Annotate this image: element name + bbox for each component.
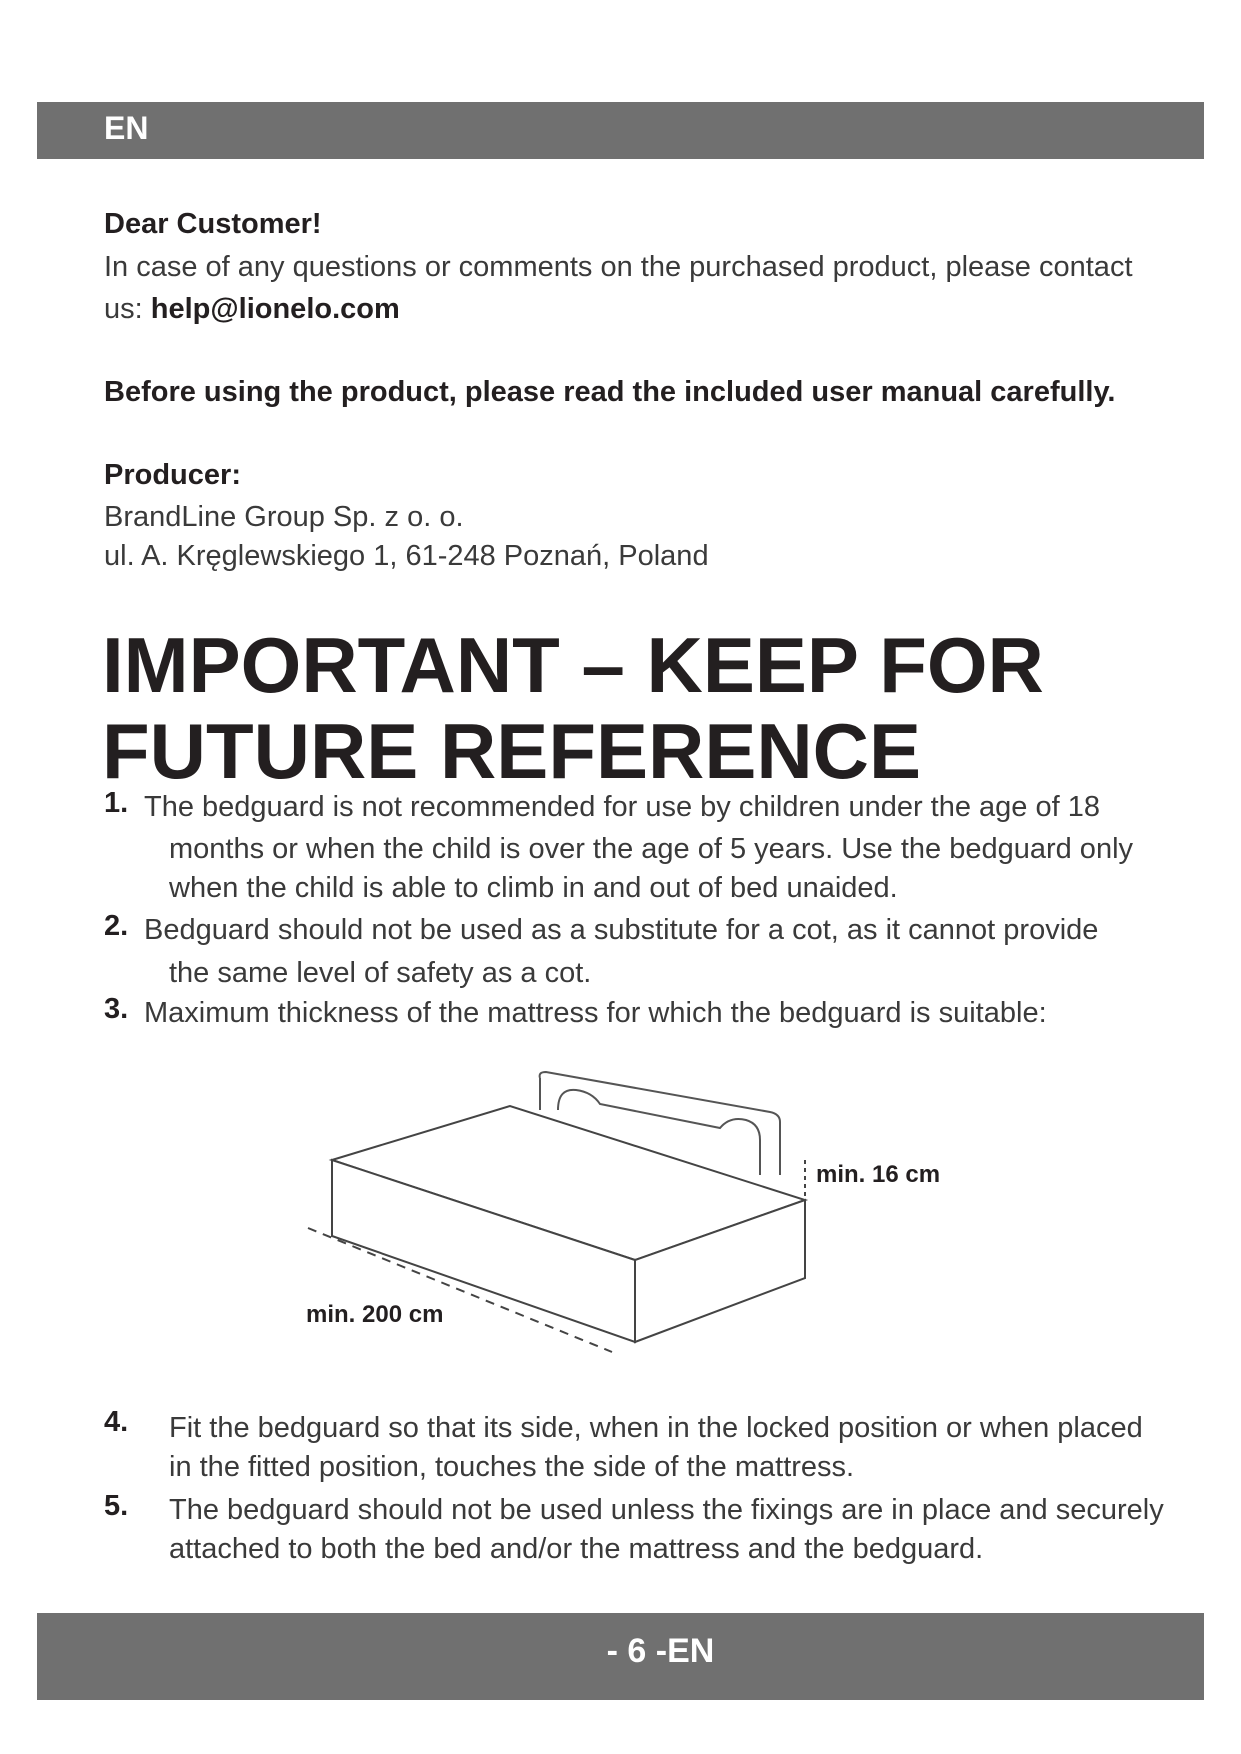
list-item-number: 5.: [104, 1490, 129, 1522]
list-item-line: in the fitted position, touches the side of the mattress.: [169, 1451, 855, 1483]
read-manual-notice: Before using the product, please read the included user manual carefully.: [104, 376, 1116, 408]
list-item-line: when the child is able to climb in and out of bed unaided.: [169, 872, 898, 904]
list-item-line: Maximum thickness of the mattress for which the bedguard is suitable:: [144, 997, 1047, 1029]
language-label: EN: [104, 110, 149, 146]
height-label: min. 16 cm: [816, 1161, 941, 1188]
list-item-number: 3.: [104, 993, 129, 1025]
contact-email[interactable]: help@lionelo.com: [150, 293, 400, 325]
list-item-number: 2.: [104, 910, 129, 942]
contact-line: [104, 289, 400, 329]
footer-bar: [37, 1613, 1204, 1700]
producer-name: BrandLine Group Sp. z o. o.: [104, 501, 464, 533]
producer-label: Producer:: [104, 459, 241, 491]
length-label: min. 200 cm: [306, 1301, 444, 1328]
list-item-number: 4.: [104, 1406, 129, 1438]
contact-prefix: us:: [104, 293, 151, 325]
list-item-line: The bedguard should not be used unless the fixings are in place and securely: [169, 1494, 1164, 1526]
list-item-line: Fit the bedguard so that its side, when in the locked position or when placed: [169, 1412, 1143, 1444]
list-item-line: months or when the child is over the age of 5 years. Use the bedguard only: [169, 833, 1134, 865]
important-heading: [102, 622, 1102, 794]
important-heading-line1: IMPORTANT – KEEP FOR: [102, 621, 1044, 709]
header-bar: [37, 102, 1204, 159]
list-item-number: 1.: [104, 787, 129, 819]
contact-text: In case of any questions or comments on the purchased product, please contact: [104, 251, 1133, 283]
page-number: - 6 -EN: [606, 1632, 715, 1670]
important-heading-line2: FUTURE REFERENCE: [102, 707, 922, 795]
list-item-line: Bedguard should not be used as a substitute for a cot, as it cannot provide: [144, 914, 1099, 946]
list-item-line: attached to both the bed and/or the mattress and the bedguard.: [169, 1533, 984, 1565]
greeting: Dear Customer!: [104, 208, 322, 240]
mattress-diagram: [300, 1060, 1000, 1380]
list-item-line: the same level of safety as a cot.: [169, 957, 592, 989]
list-item-line: The bedguard is not recommended for use by children under the age of 18: [144, 791, 1100, 823]
producer-address: ul. A. Kręglewskiego 1, 61-248 Poznań, Poland: [104, 540, 709, 572]
